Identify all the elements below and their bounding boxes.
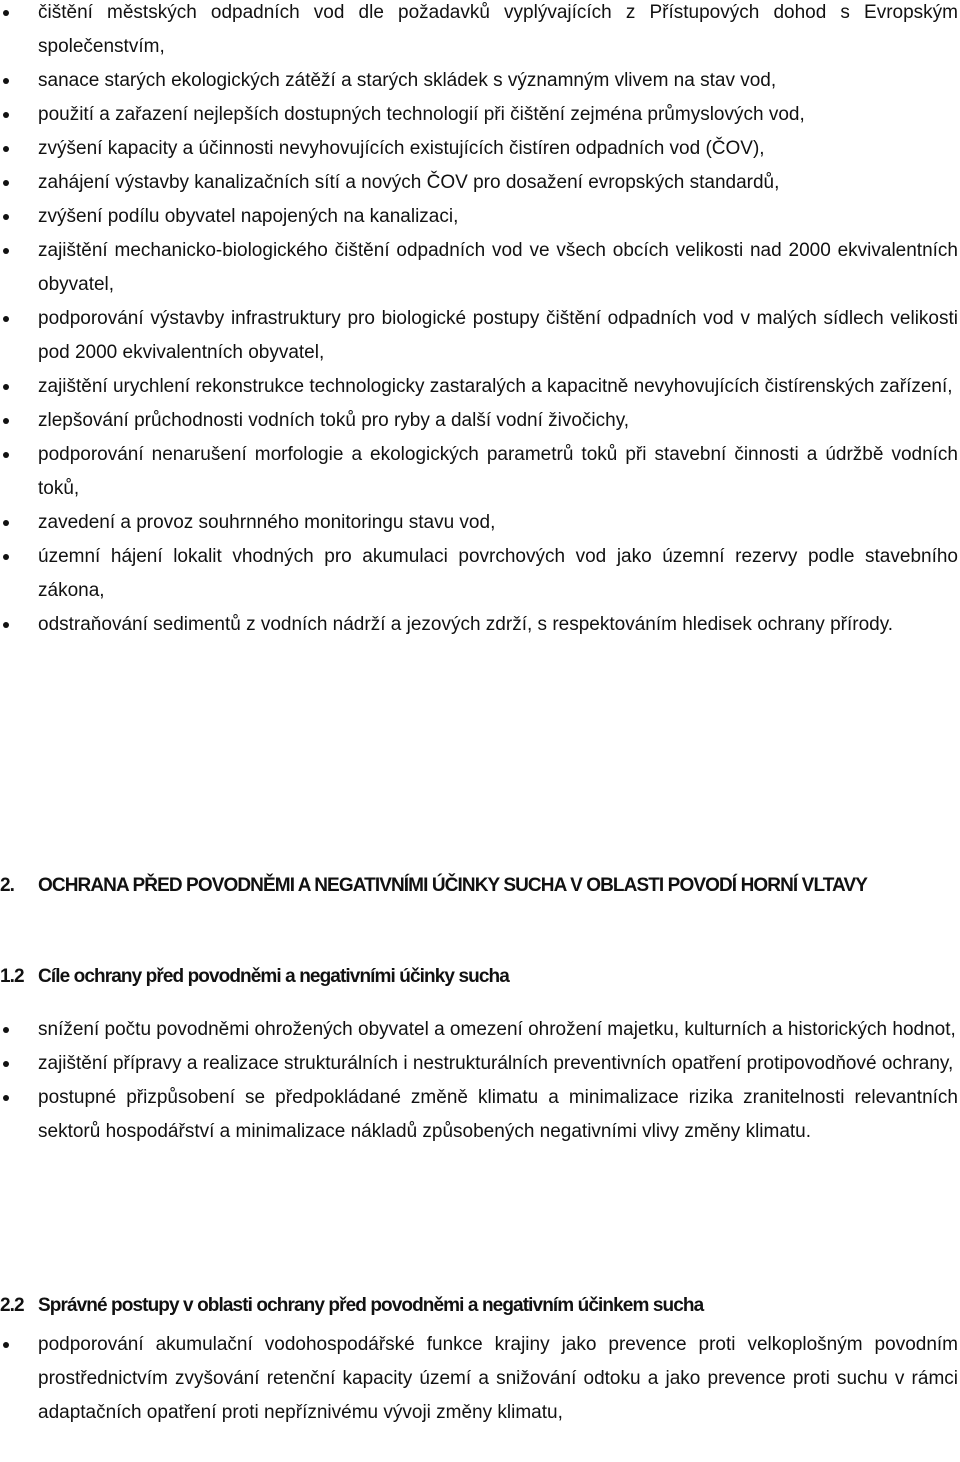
list-item — [0, 166, 958, 200]
list-item-text: sanace starých ekologických zátěží a starých skládek s významným vlivem na stav vod, — [38, 70, 777, 91]
bullet-icon — [3, 418, 9, 424]
list-item-text: územní hájení lokalit vhodných pro akumulaci povrchových vod jako územní rezervy podle stavebního zákona, — [38, 546, 958, 601]
mid-list-container — [0, 1013, 958, 1149]
list-item — [0, 234, 958, 302]
bottom-list-container — [0, 1328, 958, 1430]
list-item-text: zajištění přípravy a realizace strukturálních i nestrukturálních preventivních opatření protipovodňové ochrany, — [38, 1053, 954, 1074]
list-item — [0, 540, 958, 608]
bullet-icon — [3, 1342, 9, 1348]
list-item — [0, 1013, 958, 1047]
section-title: OCHRANA PŘED POVODNĚMI A NEGATIVNÍMI ÚČINKY SUCHA V OBLASTI POVODÍ HORNÍ VLTAVY — [38, 875, 867, 896]
list-item-text: podporování výstavby infrastruktury pro biologické postupy čištění odpadních vod v malých sídlech velikosti pod 2000 ekvivalentních obyvatel, — [38, 308, 958, 363]
list-item — [0, 98, 958, 132]
list-item — [0, 608, 958, 642]
bullet-icon — [3, 622, 9, 628]
list-item-text: použití a zařazení nejlepších dostupných technologií při čištění zejména průmyslových vod, — [38, 104, 805, 125]
list-item — [0, 302, 958, 370]
top-list-container — [0, 0, 958, 642]
bullet-icon — [3, 452, 9, 458]
subsection-heading-goals — [0, 963, 958, 991]
bullet-list-flood-practices — [0, 1328, 958, 1430]
list-item — [0, 1328, 958, 1430]
list-item — [0, 370, 958, 404]
bullet-icon — [3, 1027, 9, 1033]
list-item — [0, 64, 958, 98]
list-item-text: zavedení a provoz souhrnného monitoringu stavu vod, — [38, 512, 496, 533]
list-item — [0, 1047, 958, 1081]
list-item-text: zlepšování průchodnosti vodních toků pro ryby a další vodní živočichy, — [38, 410, 630, 431]
section-heading — [0, 872, 958, 900]
list-item — [0, 200, 958, 234]
section-number: 2. — [0, 875, 15, 896]
list-item-text: zajištění mechanicko-biologického čištění odpadních vod ve všech obcích velikosti nad 2000 ekvivalentních obyvatel, — [38, 240, 958, 295]
subsection-title: Správné postupy v oblasti ochrany před povodněmi a negativním účinkem sucha — [38, 1295, 704, 1316]
bullet-list-flood-goals — [0, 1013, 958, 1149]
bullet-icon — [3, 1061, 9, 1067]
subsection-heading-practices — [0, 1292, 958, 1320]
list-item-text: podporování nenarušení morfologie a ekologických parametrů toků při stavební činnosti a údržbě vodních toků, — [38, 444, 958, 499]
bullet-icon — [3, 554, 9, 560]
list-item-text: čištění městských odpadních vod dle požadavků vyplývajících z Přístupových dohod s Evropským společenstvím, — [38, 2, 958, 57]
bullet-icon — [3, 180, 9, 186]
bullet-icon — [3, 214, 9, 220]
list-item-text: zvýšení podílu obyvatel napojených na kanalizaci, — [38, 206, 459, 227]
subsection-number: 1.2 — [0, 966, 24, 987]
list-item-text: postupné přizpůsobení se předpokládané změně klimatu a minimalizace rizika zranitelnosti relevantních sektorů hospodářství a minimalizace nákladů způsobených negativními vlivy změny klimatu. — [38, 1087, 958, 1142]
bullet-list-water-quality — [0, 0, 958, 642]
bullet-icon — [3, 10, 9, 16]
list-item — [0, 404, 958, 438]
list-item — [0, 132, 958, 166]
list-item-text: zahájení výstavby kanalizačních sítí a nových ČOV pro dosažení evropských standardů, — [38, 172, 780, 193]
bullet-icon — [3, 78, 9, 84]
subsection-number: 2.2 — [0, 1295, 24, 1316]
list-item — [0, 438, 958, 506]
bullet-icon — [3, 316, 9, 322]
bullet-icon — [3, 1095, 9, 1101]
list-item-text: snížení počtu povodněmi ohrožených obyvatel a omezení ohrožení majetku, kulturních a historických hodnot, — [38, 1019, 956, 1040]
list-item-text: zajištění urychlení rekonstrukce technologicky zastaralých a kapacitně nevyhovujících čistírenských zařízení, — [38, 376, 953, 397]
list-item — [0, 1081, 958, 1149]
list-item-text: podporování akumulační vodohospodářské funkce krajiny jako prevence proti velkoplošným povodním prostřednictvím zvyšování retenční kapacity území a snižování odtoku a jako prevence proti suchu v rámci adaptačních opatření proti nepříznivému vývoji změny klimatu, — [38, 1334, 958, 1423]
bullet-icon — [3, 248, 9, 254]
bullet-icon — [3, 112, 9, 118]
bullet-icon — [3, 146, 9, 152]
list-item-text: zvýšení kapacity a účinnosti nevyhovujících existujících čistíren odpadních vod (ČOV), — [38, 138, 765, 159]
subsection-title: Cíle ochrany před povodněmi a negativními účinky sucha — [38, 966, 509, 987]
list-item — [0, 506, 958, 540]
list-item — [0, 0, 958, 64]
bullet-icon — [3, 520, 9, 526]
bullet-icon — [3, 384, 9, 390]
list-item-text: odstraňování sedimentů z vodních nádrží a jezových zdrží, s respektováním hledisek ochrany přírody. — [38, 614, 894, 635]
